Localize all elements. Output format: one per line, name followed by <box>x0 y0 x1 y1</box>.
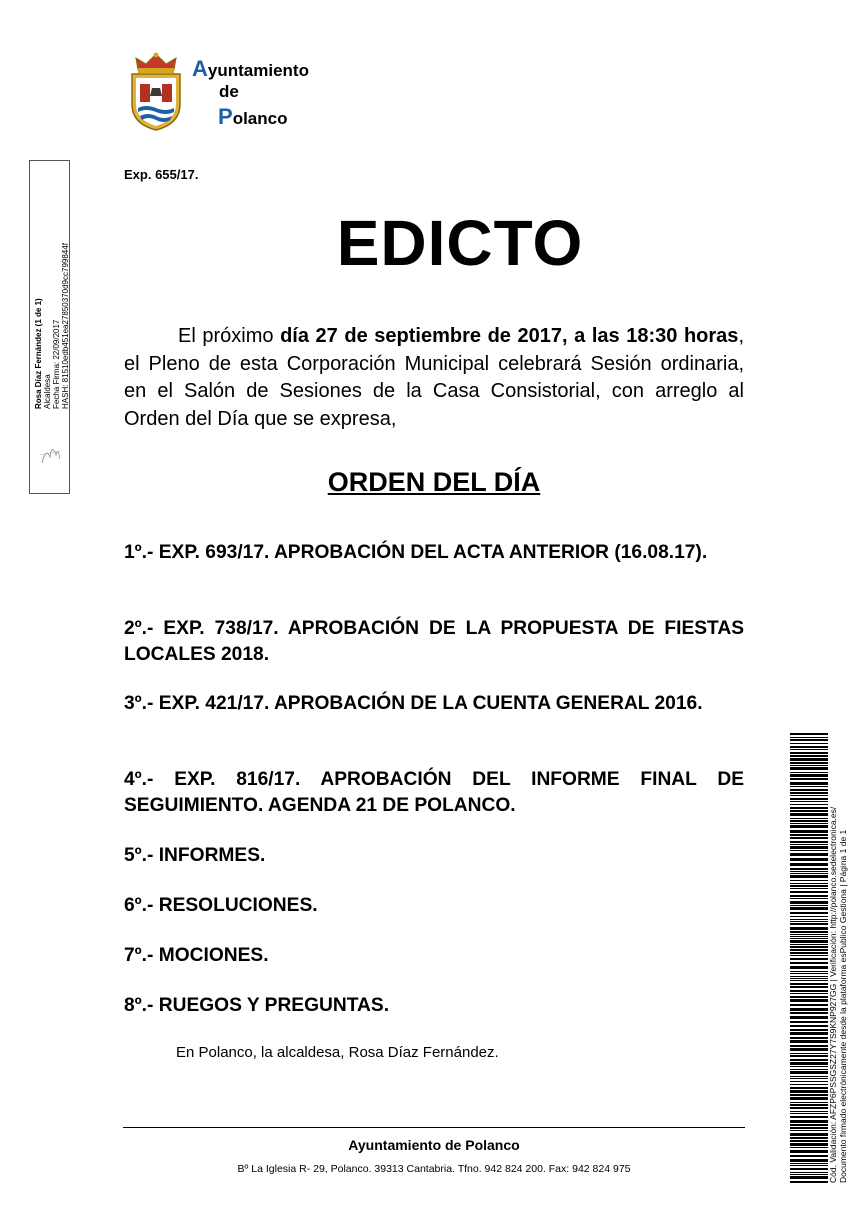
expediente-number: Exp. 655/17. <box>124 167 199 182</box>
intro-paragraph <box>124 323 744 433</box>
coat-of-arms-icon <box>126 52 186 132</box>
agenda-item: 7º.- MOCIONES. <box>124 945 269 966</box>
handwritten-signature-icon <box>36 437 64 467</box>
agenda-item: 1º.- EXP. 693/17. APROBACIÓN DEL ACTA ANTERIOR (16.08.17). <box>124 542 708 563</box>
footer-divider <box>123 1127 745 1128</box>
closing-line: En Polanco, la alcaldesa, Rosa Díaz Fernández. <box>176 1044 499 1061</box>
agenda-item: 8º.- RUEGOS Y PREGUNTAS. <box>124 995 390 1016</box>
intro-date-time: día 27 de septiembre de 2017, a las 18:30 horas <box>280 325 739 347</box>
agenda-item: 4º.- EXP. 816/17. APROBACIÓN DEL INFORME FINAL DE SEGUIMIENTO. AGENDA 21 DE POLANCO. <box>124 769 744 816</box>
logo-initial-p: P <box>218 104 233 129</box>
validation-text <box>828 733 852 1183</box>
logo-line-3 <box>218 106 287 130</box>
logo-line-2: de <box>219 82 239 101</box>
agenda-item: 3º.- EXP. 421/17. APROBACIÓN DE LA CUENTA GENERAL 2016. <box>124 693 703 714</box>
agenda-item: 5º.- INFORMES. <box>124 845 266 866</box>
barcode-icon <box>790 733 828 1183</box>
agenda-item: 2º.- EXP. 738/17. APROBACIÓN DE LA PROPUESTA DE FIESTAS LOCALES 2018. <box>124 618 744 665</box>
intro-part-2: , el Pleno de esta Corporación Municipal celebrará Sesión ordinaria, en el Salón de Sesiones de la Casa Consistorial, con arreglo al Orden del Día que se expresa, <box>124 325 744 430</box>
signature-hash: HASH: 81510edb451ea27850370d9cc799844f <box>61 243 70 409</box>
signer-name: Rosa Díaz Fernández (1 de 1) <box>34 298 43 409</box>
validation-code: Cód. Validación: AFZP6PSSGSZ27Y7S9KNP927GG | Verificación: http://polanco.sedelectronica.es/ <box>828 806 838 1183</box>
signature-date: Fecha Firma: 22/09/2017 <box>52 319 61 409</box>
agenda-title: ORDEN DEL DÍA <box>327 467 541 497</box>
validation-platform: Documento firmado electrónicamente desde la plataforma esPublico Gestiona | Página 1 de 1 <box>838 829 848 1183</box>
agenda-item: 6º.- RESOLUCIONES. <box>124 895 318 916</box>
logo-word-ayuntamiento: yuntamiento <box>207 61 309 80</box>
logo-line-1 <box>192 58 309 82</box>
logo-initial-a: A <box>192 56 208 81</box>
logo-word-polanco: olanco <box>232 109 288 128</box>
footer-organization: Ayuntamiento de Polanco <box>348 1137 520 1153</box>
footer-address: Bº La Iglesia R- 29, Polanco. 39313 Cantabria. Tfno. 942 824 200. Fax: 942 824 975 <box>237 1163 631 1175</box>
document-title: EDICTO <box>336 207 584 279</box>
intro-part-1: El próximo <box>178 325 281 347</box>
signer-role: Alcaldesa <box>43 374 52 409</box>
